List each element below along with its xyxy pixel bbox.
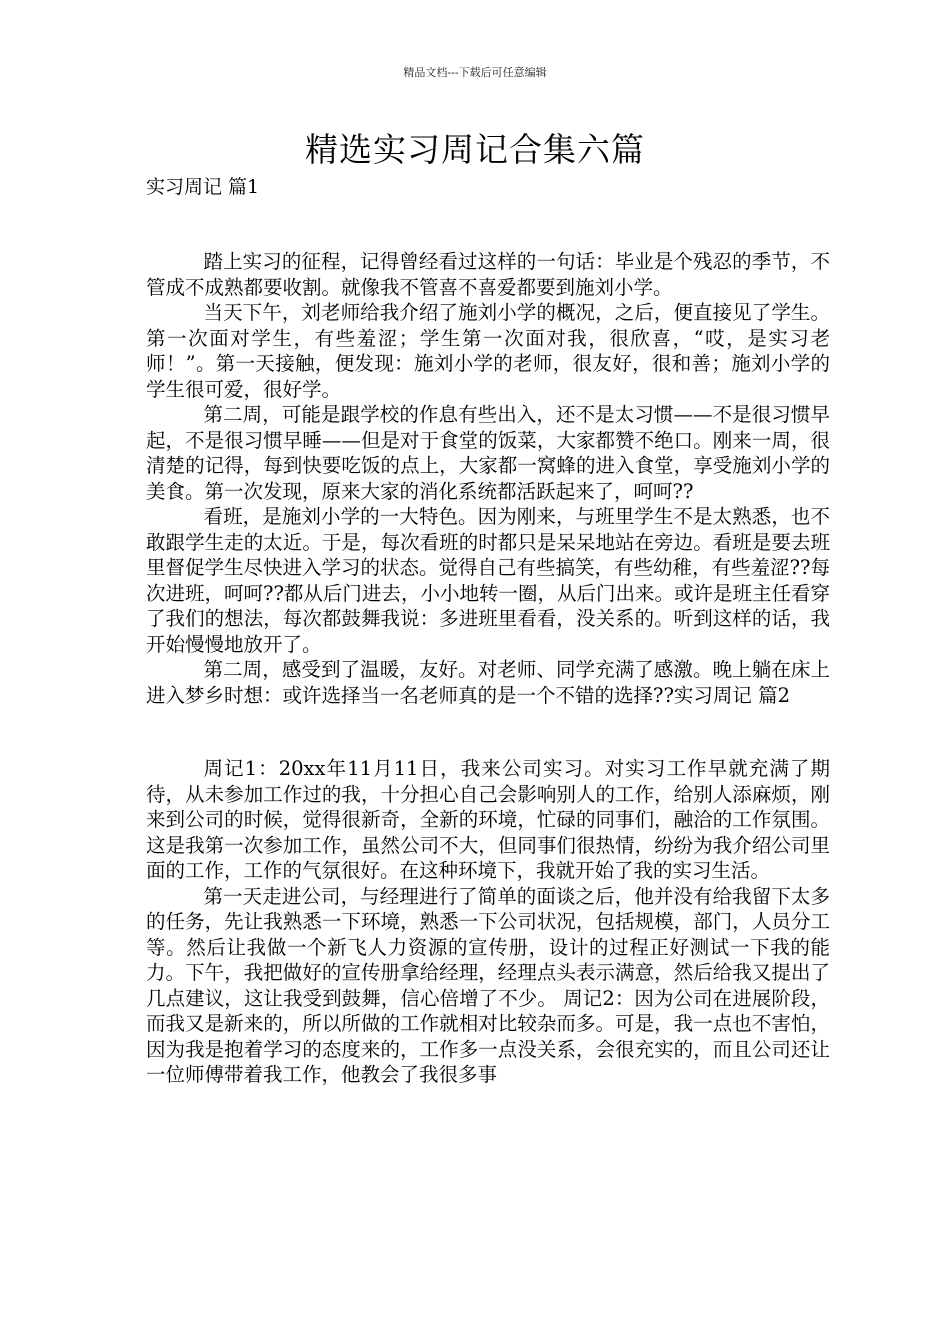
spacer: [146, 201, 830, 249]
section-heading-2: 实习周记 篇2: [673, 683, 791, 707]
paragraph: 第二周，可能是跟学校的作息有些出入，还不是太习惯——不是很习惯早起，不是很习惯早睡——但是对于食堂的饭菜，大家都赞不绝口。刚来一周，很清楚的记得，每到快要吃饭的点上，大家都一窝蜂的进入食堂，享受施刘小学的美食。第一次发现，原来大家的消化系统都活跃起来了，呵呵??: [146, 403, 830, 503]
paragraph-with-heading: [146, 657, 830, 708]
document-title: 精选实习周记合集六篇: [305, 130, 645, 169]
paragraph: 当天下午，刘老师给我介绍了施刘小学的概况，之后，便直接见了学生。第一次面对学生，有些羞涩；学生第一次面对我，很欣喜，“哎，是实习老师！”。第一天接触，便发现：施刘小学的老师，很友好，很和善；施刘小学的学生很可爱，很好学。: [146, 301, 830, 401]
paragraph: 第一天走进公司，与经理进行了简单的面谈之后，他并没有给我留下太多的任务，先让我熟悉一下环境，熟悉一下公司状况，包括规模，部门，人员分工等。然后让我做一个新飞人力资源的宣传册，设计的过程正好测试一下我的能力。下午，我把做好的宣传册拿给经理，经理点头表示满意，然后给我又提出了几点建议，这让我受到鼓舞，信心倍增了不少。 周记2：因为公司在进展阶段，而我又是新来的，所以所做的工作就相对比较杂而多。可是，我一点也不害怕，因为我是抱着学习的态度来的，工作多一点没关系，会很充实的，而且公司还让一位师傅带着我工作，他教会了我很多事: [146, 884, 830, 1086]
page-header: 精品文档---下载后可任意编辑: [403, 66, 547, 79]
section-heading-1: 实习周记 篇1: [146, 176, 260, 198]
document-body: [146, 174, 830, 1088]
spacer: [146, 708, 830, 756]
paragraph: 踏上实习的征程，记得曾经看过这样的一句话：毕业是个残忍的季节，不管成不成熟都要收割。就像我不管喜不喜爱都要到施刘小学。: [146, 250, 830, 299]
paragraph: 周记1：20xx年11月11日，我来公司实习。对实习工作早就充满了期待，从未参加工作过的我，十分担心自己会影响别人的工作，给别人添麻烦，刚来到公司的时候，觉得很新奇，全新的环境，忙碌的同事们，融洽的工作氛围。这是我第一次参加工作，虽然公司不大，但同事们很热情，纷纷为我介绍公司里面的工作，工作的气氛很好。在这种环境下，我就开始了我的实习生活。: [146, 757, 830, 882]
paragraph: 看班，是施刘小学的一大特色。因为刚来，与班里学生不是太熟悉，也不敢跟学生走的太近。于是，每次看班的时都只是呆呆地站在旁边。看班是要去班里督促学生尽快进入学习的状态。觉得自己有些搞笑，有些幼稚，有些羞涩??每次进班，呵呵??都从后门进去，小小地转一圈，从后门出来。或许是班主任看穿了我们的想法，每次都鼓舞我说：多进班里看看，没关系的。听到这样的话，我开始慢慢地放开了。: [146, 505, 830, 656]
paragraph-text: 第二周，感受到了温暖，友好。对老师、同学充满了感激。晚上躺在床上进入梦乡时想：或许选择当一名老师真的是一个不错的选择??: [146, 658, 830, 707]
